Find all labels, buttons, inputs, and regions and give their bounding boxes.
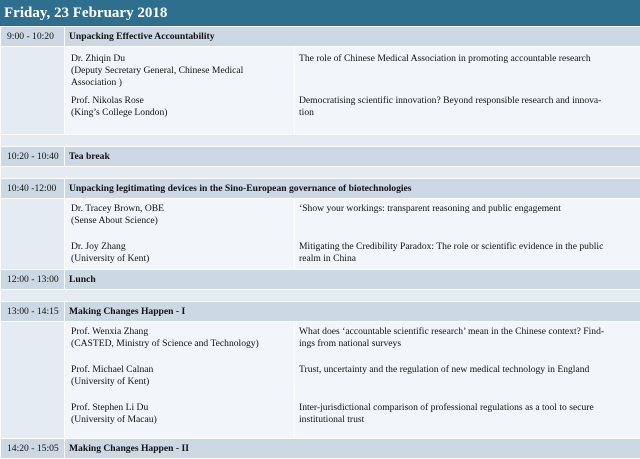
speaker-name: Dr. Zhiqin Du [71,53,294,65]
speaker-cell [65,199,295,270]
session-detail [1,322,640,439]
speaker-name: Prof. Wenxia Zhang [71,326,294,338]
talk-title: Mitigating the Credibility Paradox: The role or scientific evidence in the public [299,241,640,253]
talk-title: realm in China [299,253,640,265]
session-row [1,270,640,290]
talk-title: ings from national surveys [299,338,640,350]
talk-title: ‘Show your workings: transparent reasoning and public engagement [299,203,640,215]
speaker-affiliation: Association ) [71,77,294,89]
session-time: 12:00 - 13:00 [1,270,65,290]
session-title: Lunch [65,270,640,290]
session-time: 10:40 -12:00 [1,179,65,199]
speaker-affiliation: (University of Kent) [71,253,294,265]
speaker-name: Prof. Stephen Li Du [71,402,294,414]
session-title: Making Changes Happen - I [65,302,640,322]
speaker-affiliation: (CASTED, Ministry of Science and Technology) [71,338,294,350]
speaker-cell [65,322,295,439]
session-detail [1,47,640,135]
session-row [1,179,640,199]
session-time: 13:00 - 14:15 [1,302,65,322]
session-row [1,27,640,47]
schedule-table [0,26,640,459]
talk-title: Trust, uncertainty and the regulation of new medical technology in England [299,364,640,376]
session-time: 14:20 - 15:05 [1,439,65,459]
page-title: Friday, 23 February 2018 [0,0,640,26]
speaker-name: Dr. Tracey Brown, OBE [71,203,294,215]
talk-cell [295,322,640,439]
speaker-affiliation: (King’s College London) [71,107,294,119]
session-row [1,302,640,322]
speaker-affiliation: (University of Kent) [71,376,294,388]
talk-title: The role of Chinese Medical Association in promoting accountable research [299,53,640,65]
talk-cell [295,199,640,270]
speaker-name: Dr. Joy Zhang [71,241,294,253]
speaker-affiliation: (Sense About Science) [71,215,294,227]
session-title: Making Changes Happen - II [65,439,640,459]
talk-title: Inter-jurisdictional comparison of professional regulations as a tool to secure [299,402,640,414]
session-detail [1,199,640,270]
talk-cell [295,47,640,135]
session-title: Tea break [65,147,640,167]
talk-title: tion [299,107,640,119]
speaker-cell [65,47,295,135]
speaker-affiliation: (University of Macau) [71,414,294,426]
session-row [1,147,640,167]
speaker-name: Prof. Nikolas Rose [71,95,294,107]
session-title: Unpacking Effective Accountability [65,27,640,47]
session-time: 9:00 - 10:20 [1,27,65,47]
speaker-name: Prof. Michael Calnan [71,364,294,376]
speaker-affiliation: (Deputy Secretary General, Chinese Medical [71,65,294,77]
talk-title: institutional trust [299,414,640,426]
session-title: Unpacking legitimating devices in the Sino-European governance of biotechnologies [65,179,640,199]
session-time: 10:20 - 10:40 [1,147,65,167]
talk-title: What does ‘accountable scientific research’ mean in the Chinese context? Find- [299,326,640,338]
session-row [1,439,640,459]
talk-title: Democratising scientific innovation? Beyond responsible research and innova- [299,95,640,107]
